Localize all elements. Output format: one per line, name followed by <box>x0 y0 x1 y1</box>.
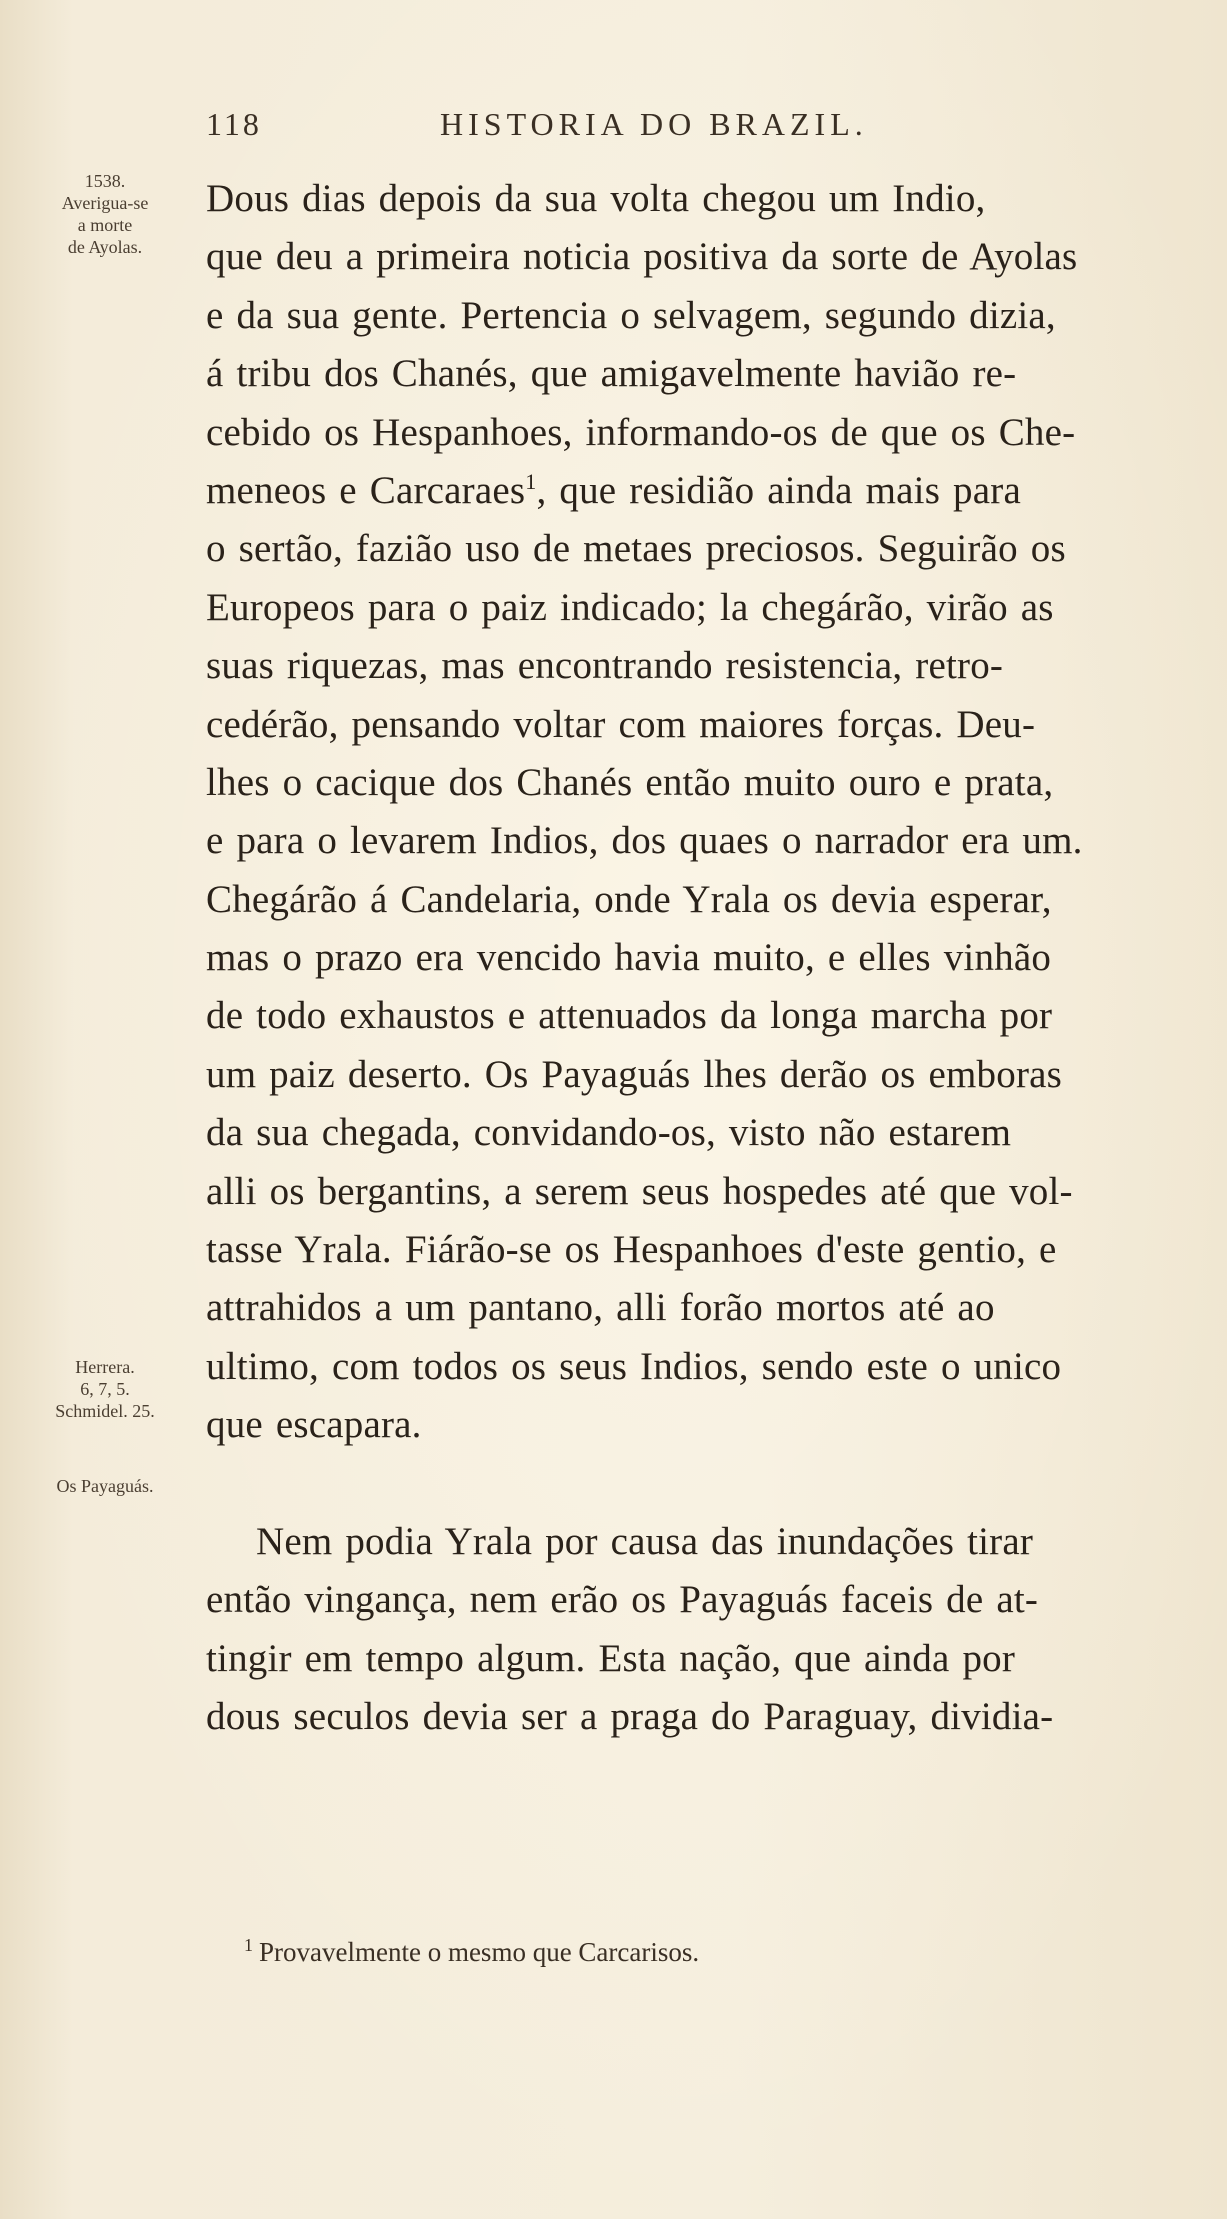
page-number: 118 <box>206 106 262 142</box>
margin-note-averigua <box>40 170 170 258</box>
text-line: cedérão, pensando voltar com maiores forças. Deu- <box>206 702 1036 746</box>
margin-note-year: 1538. <box>84 171 126 191</box>
text-line: Europeos para o paiz indicado; la chegárão, virão as <box>206 585 1054 629</box>
text-line: que deu a primeira noticia positiva da sorte de Ayolas <box>206 235 1078 279</box>
text-line: Nem podia Yrala por causa das inundações tirar <box>256 1519 1034 1563</box>
text-line: dous seculos devia ser a praga do Paraguay, dividia- <box>206 1695 1054 1739</box>
margin-note-herrera <box>40 1356 170 1422</box>
text-line: alli os bergantins, a serem seus hospedes até que vol- <box>206 1169 1073 1213</box>
text-line: então vingança, nem erão os Payaguás faceis de at- <box>206 1578 1039 1622</box>
body-text <box>206 170 1168 1747</box>
footnote-text: Provavelmente o mesmo que Carcarisos. <box>259 1937 700 1967</box>
text-line: cebido os Hespanhoes, informando-os de que os Che- <box>206 410 1076 454</box>
text-line: o sertão, fazião uso de metaes preciosos. Seguirão os <box>206 527 1066 571</box>
text-line: attrahidos a um pantano, alli forão mortos até ao <box>206 1286 995 1330</box>
text-line: um paiz deserto. Os Payaguás lhes derão os emboras <box>206 1052 1063 1096</box>
text-line: da sua chegada, convidando-os, visto não estarem <box>206 1111 1012 1155</box>
text-line: Dous dias depois da sua volta chegou um Indio, <box>206 177 986 220</box>
margin-note-line: Schmidel. 25. <box>55 1401 155 1421</box>
text-line: tingir em tempo algum. Esta nação, que ainda por <box>206 1636 1016 1680</box>
text-line: de todo exhaustos e attenuados da longa marcha por <box>206 994 1053 1038</box>
running-title: HISTORIA DO BRAZIL. <box>440 106 868 142</box>
text-line: lhes o cacique dos Chanés então muito ouro e prata, <box>206 760 1054 804</box>
text-line: á tribu dos Chanés, que amigavelmente havião re- <box>206 352 1017 396</box>
text-fragment: , que residião ainda mais para <box>536 468 1021 512</box>
footnote-number: 1 <box>244 1935 253 1955</box>
text-fragment: meneos e Carcaraes <box>206 468 526 512</box>
page-header <box>0 106 1227 156</box>
text-line-with-footnote <box>206 462 1168 520</box>
text-line: e da sua gente. Pertencia o selvagem, segundo dizia, <box>206 293 1056 337</box>
footnote-marker: 1 <box>525 468 537 494</box>
margin-note-line: 6, 7, 5. <box>80 1379 130 1399</box>
text-line: tasse Yrala. Fiárão-se os Hespanhoes d'este gentio, e <box>206 1228 1057 1272</box>
margin-note-payaguas <box>30 1475 180 1497</box>
text-line: suas riquezas, mas encontrando resistencia, retro- <box>206 644 1004 688</box>
margin-note-line: Herrera. <box>75 1357 135 1377</box>
text-line: mas o prazo era vencido havia muito, e elles vinhão <box>206 936 1052 980</box>
text-line: ultimo, com todos os seus Indios, sendo este o unico <box>206 1344 1062 1388</box>
text-line: que escapara. <box>206 1403 422 1447</box>
footnote <box>244 1935 699 1968</box>
margin-note-line: Os Payaguás. <box>56 1476 154 1496</box>
margin-note-line: a morte <box>77 215 133 235</box>
margin-note-line: de Ayolas. <box>67 237 143 257</box>
margin-note-line: Averigua-se <box>61 193 149 213</box>
text-line: Chegárão á Candelaria, onde Yrala os devia esperar, <box>206 877 1052 921</box>
text-line: e para o levarem Indios, dos quaes o narrador era um. <box>206 819 1083 863</box>
text-line <box>206 1455 1168 1513</box>
